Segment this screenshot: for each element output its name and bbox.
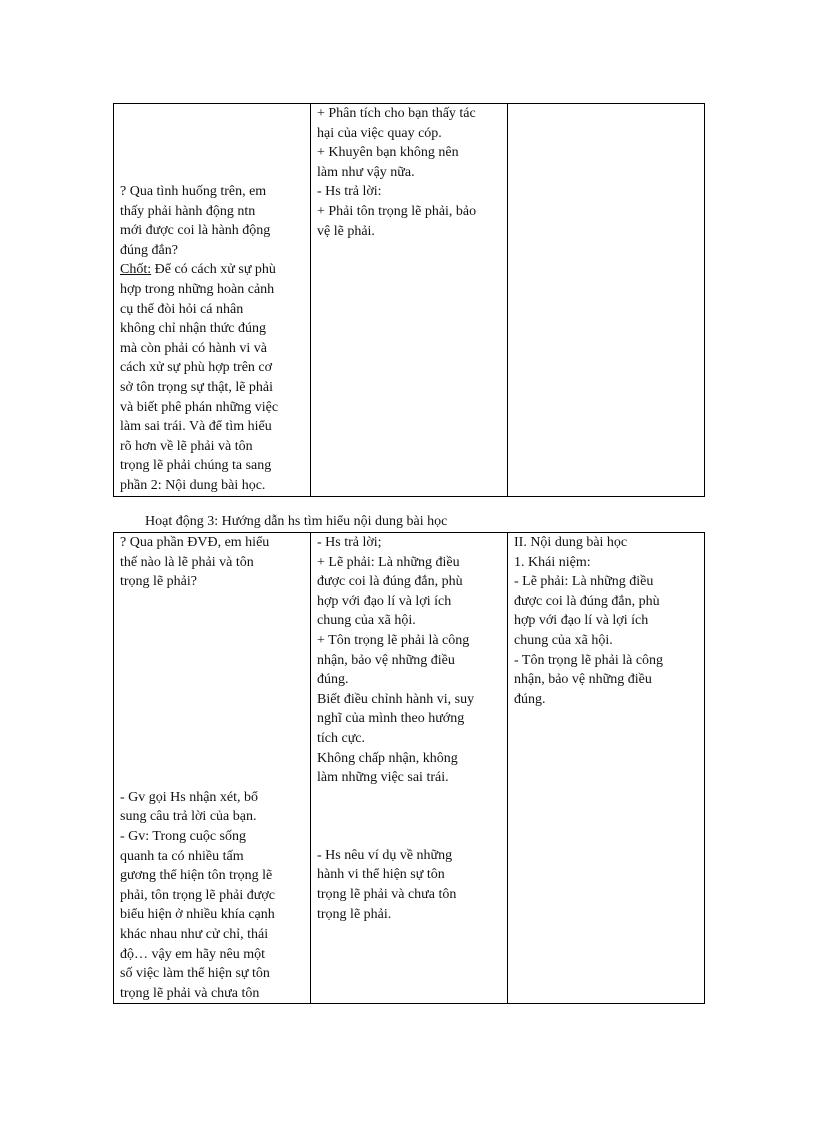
text-line: sở tôn trọng sự thật, lẽ phải — [120, 379, 274, 395]
text-line: hành vi thể hiện sự tôn — [317, 867, 445, 883]
text-line: làm sai trái. Và để tìm hiểu — [120, 419, 272, 435]
text-line: II. Nội dung bài học — [514, 535, 628, 550]
text-line: đúng. — [514, 691, 546, 707]
text-line: + Phân tích cho bạn thấy tác — [317, 106, 476, 121]
text-line: hợp với đạo lí và lợi ích — [317, 593, 452, 609]
text-line: - Hs trả lời: — [317, 184, 382, 200]
content-cell — [508, 533, 705, 1004]
student-answer-lines — [317, 533, 501, 788]
text-line: chung của xã hội. — [317, 613, 416, 629]
text-line: nhận, bảo vệ những điều — [514, 672, 652, 688]
text-line: làm như vậy nữa. — [317, 164, 415, 180]
conclusion-label: Chốt: — [120, 262, 152, 278]
text-line: - Gv: Trong cuộc sống — [120, 828, 247, 844]
activity-table-1 — [113, 103, 705, 497]
text-line: làm những việc sai trái. — [317, 770, 449, 786]
student-activity-cell — [311, 533, 508, 1004]
text-line: trọng lẽ phải. — [317, 906, 392, 922]
text-line: - Hs trả lời; — [317, 535, 382, 550]
text-line: + Khuyên bạn không nên — [317, 145, 459, 161]
text-line: - Gv gọi Hs nhận xét, bổ — [120, 789, 259, 805]
table-row — [114, 104, 705, 497]
text-line: trọng lẽ phải và chưa tôn — [120, 985, 260, 1001]
teacher-question-lines — [120, 533, 304, 592]
text-line: không chỉ nhận thức đúng — [120, 321, 267, 337]
teacher-question-lines — [120, 182, 304, 260]
text-line: hại của việc quay cóp. — [317, 125, 442, 141]
text-line: trọng lẽ phải? — [120, 574, 197, 590]
text-line: được coi là đúng đắn, phù — [514, 593, 660, 609]
text-line: ? Qua tình huống trên, em — [120, 184, 267, 199]
text-line: cách xử sự phù hợp trên cơ — [120, 360, 273, 376]
text-line: Biết điều chỉnh hành vi, suy — [317, 691, 475, 707]
text-line: nghĩ của mình theo hướng — [317, 711, 465, 727]
text-line: Không chấp nhận, không — [317, 750, 458, 766]
text-line: thế nào là lẽ phải và tôn — [120, 554, 254, 570]
text-line: khác nhau như cử chỉ, thái — [120, 926, 269, 942]
text-line: phần 2: Nội dung bài học. — [120, 477, 266, 493]
text-line: chung của xã hội. — [514, 632, 613, 648]
text-line: + Phải tôn trọng lẽ phải, bảo — [317, 203, 477, 219]
text-line: số việc làm thể hiện sự tôn — [120, 966, 270, 982]
conclusion-line — [120, 260, 304, 280]
text-line: được coi là đúng đắn, phù — [317, 574, 463, 590]
text-line: - Tôn trọng lẽ phải là công — [514, 652, 664, 668]
text-line: đúng. — [317, 672, 349, 688]
student-activity-cell — [311, 104, 508, 497]
text-line: mà còn phải có hành vi và — [120, 340, 267, 356]
text-line: cụ thể đòi hỏi cá nhân — [120, 301, 244, 317]
conclusion-lines — [120, 280, 304, 496]
text-line: gương thể hiện tôn trọng lẽ — [120, 868, 273, 884]
student-example-lines — [317, 846, 501, 924]
text-line: phải, tôn trọng lẽ phải được — [120, 887, 275, 903]
teacher-activity-cell — [114, 104, 311, 497]
table-row — [114, 533, 705, 1004]
text-line: đúng đắn? — [120, 242, 178, 258]
text-line: quanh ta có nhiều tấm — [120, 848, 244, 864]
text-line: 1. Khái niệm: — [514, 554, 591, 570]
teacher-activity-cell — [114, 533, 311, 1004]
activity-table-2 — [113, 532, 705, 1004]
text-line: - Hs nêu ví dụ về những — [317, 847, 453, 863]
section-heading: Hoạt động 3: Hướng dẫn hs tìm hiểu nội dung bài học — [145, 514, 448, 529]
text-line: trọng lẽ phải chúng ta sang — [120, 458, 272, 474]
text-line: biểu hiện ở nhiều khía cạnh — [120, 907, 275, 923]
text-line: trọng lẽ phải và chưa tôn — [317, 886, 457, 902]
text-line: nhận, bảo vệ những điều — [317, 652, 455, 668]
text-line: tích cực. — [317, 730, 366, 746]
cell-spacer — [317, 788, 501, 846]
text-line: vệ lẽ phải. — [317, 223, 375, 239]
text-line: hợp với đạo lí và lợi ích — [514, 613, 649, 629]
text-line: hợp trong những hoàn cảnh — [120, 281, 275, 297]
teacher-guidance-lines — [120, 788, 304, 1004]
content-cell — [508, 104, 705, 497]
text-line: + Tôn trọng lẽ phải là công — [317, 632, 470, 648]
text-line: rõ hơn về lẽ phải và tôn — [120, 438, 253, 454]
text-line: độ… vậy em hãy nêu một — [120, 946, 266, 962]
lesson-content-lines — [514, 533, 698, 709]
student-answer-lines — [317, 104, 501, 241]
text-line: sung câu trả lời của bạn. — [120, 809, 257, 825]
cell-spacer — [120, 104, 304, 182]
text-line: mới được coi là hành động — [120, 223, 271, 239]
text-line: + Lẽ phải: Là những điều — [317, 554, 460, 570]
text-line: ? Qua phần ĐVĐ, em hiểu — [120, 535, 270, 550]
cell-spacer — [120, 592, 304, 788]
text-line: thấy phải hành động ntn — [120, 203, 256, 219]
text-line: và biết phê phán những việc — [120, 399, 279, 415]
conclusion-text: Để có cách xử sự phù — [151, 262, 276, 278]
text-line: - Lẽ phải: Là những điều — [514, 574, 654, 590]
